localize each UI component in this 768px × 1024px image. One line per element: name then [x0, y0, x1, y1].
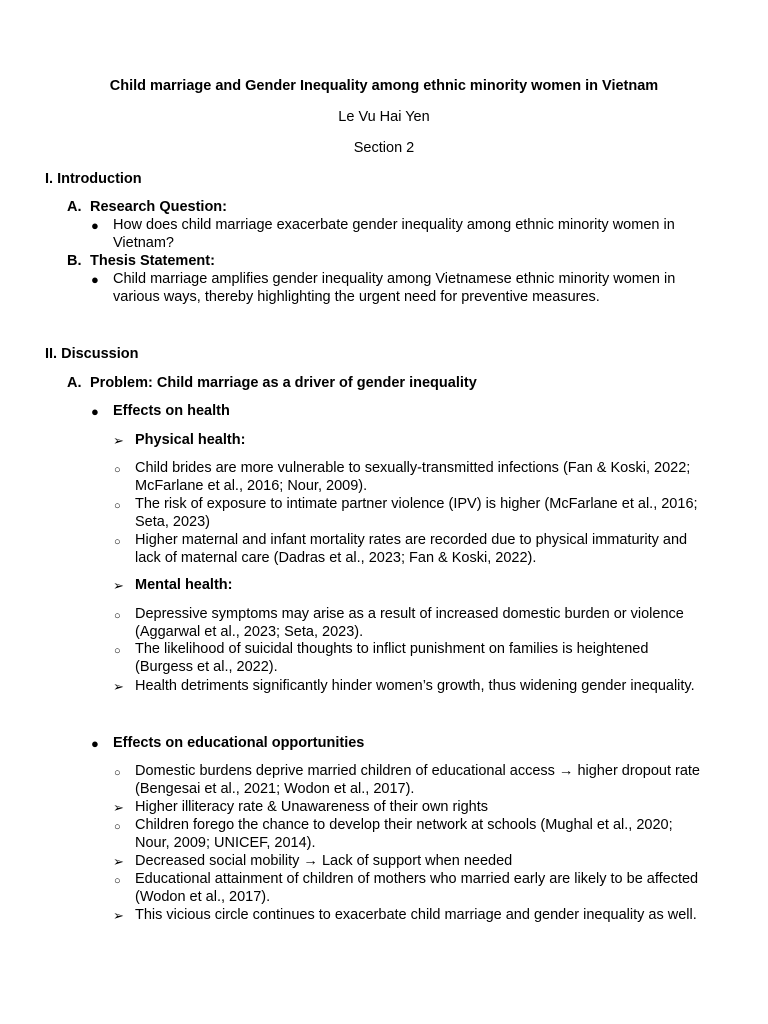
text-line: Depressive symptoms may arise as a result of increased domestic burden or violence: [135, 606, 684, 622]
circle-bullet-icon: ○: [114, 610, 121, 622]
list-item: [135, 459, 690, 495]
text-line: Seta, 2023): [135, 514, 210, 530]
text-line: The likelihood of suicidal thoughts to inflict punishment on families is heightened: [135, 641, 649, 657]
intro-heading: I. Introduction: [45, 171, 142, 187]
list-item: [135, 816, 673, 852]
bullet-dot-icon: ●: [91, 272, 99, 287]
list-item: [135, 906, 697, 924]
mental-health-label: Mental health:: [135, 577, 233, 593]
list-item: [135, 677, 695, 695]
bullet-dot-icon: ●: [91, 404, 99, 419]
text-line: How does child marriage exacerbate gender inequality among ethnic minority women in: [113, 217, 675, 233]
text-line: The risk of exposure to intimate partner violence (IPV) is higher (McFarlane et al., 2016;: [135, 496, 698, 512]
bullet-dot-icon: ●: [91, 218, 99, 233]
text-line: (Bengesai et al., 2021; Wodon et al., 2017).: [135, 781, 415, 797]
list-item: [135, 762, 700, 798]
thesis-statement-text: [113, 270, 675, 306]
text-line: (Wodon et al., 2017).: [135, 889, 271, 905]
text-line: various ways, thereby highlighting the urgent need for preventive measures.: [113, 289, 600, 305]
text-line: Domestic burdens deprive married children of educational access → higher dropout rate: [135, 763, 700, 779]
problem-label: Problem: Child marriage as a driver of gender inequality: [90, 375, 477, 391]
intro-a-marker: A.: [67, 199, 82, 215]
text-line: Higher maternal and infant mortality rates are recorded due to physical immaturity and: [135, 532, 688, 548]
effects-on-health-label: Effects on health: [113, 403, 230, 419]
circle-bullet-icon: ○: [114, 767, 121, 779]
bullet-dot-icon: ●: [91, 736, 99, 751]
text-line: Higher illiteracy rate & Unawareness of their own rights: [135, 799, 488, 815]
list-item: [135, 870, 698, 906]
discussion-heading: II. Discussion: [45, 346, 139, 362]
intro-b-marker: B.: [67, 253, 82, 269]
circle-bullet-icon: ○: [114, 821, 121, 833]
list-item: [135, 852, 512, 870]
text-line: Child brides are more vulnerable to sexually-transmitted infections (Fan & Koski, 2022;: [135, 460, 691, 476]
circle-bullet-icon: ○: [114, 875, 121, 887]
arrowhead-bullet-icon: ➢: [113, 854, 124, 869]
list-item: [135, 531, 687, 567]
arrowhead-bullet-icon: ➢: [113, 908, 124, 923]
circle-bullet-icon: ○: [114, 536, 121, 548]
text-line: Vietnam?: [113, 235, 174, 251]
text-line: Nour, 2009; UNICEF, 2014).: [135, 835, 316, 851]
text-line: This vicious circle continues to exacerbate child marriage and gender inequality as well.: [135, 907, 697, 923]
circle-bullet-icon: ○: [114, 500, 121, 512]
list-item: [135, 495, 698, 531]
discussion-a-marker: A.: [67, 375, 82, 391]
text-line: Educational attainment of children of mothers who married early are likely to be affected: [135, 871, 699, 887]
effects-on-education-label: Effects on educational opportunities: [113, 735, 365, 751]
physical-health-label: Physical health:: [135, 432, 246, 448]
section-label: Section 2: [353, 140, 415, 156]
research-question-label: Research Question:: [90, 199, 227, 215]
thesis-statement-label: Thesis Statement:: [90, 253, 215, 269]
research-question-text: [113, 216, 675, 252]
circle-bullet-icon: ○: [114, 645, 121, 657]
text-line: Decreased social mobility → Lack of support when needed: [135, 853, 513, 869]
arrowhead-bullet-icon: ➢: [113, 433, 124, 448]
list-item: [135, 640, 648, 676]
list-item: [135, 798, 488, 816]
text-line: Child marriage amplifies gender inequality among Vietnamese ethnic minority women in: [113, 271, 676, 287]
arrowhead-bullet-icon: ➢: [113, 578, 124, 593]
arrowhead-bullet-icon: ➢: [113, 800, 124, 815]
document-title: Child marriage and Gender Inequality among ethnic minority women in Vietnam: [109, 78, 659, 94]
text-line: (Burgess et al., 2022).: [135, 659, 278, 675]
text-line: Children forego the chance to develop their network at schools (Mughal et al., 2020;: [135, 817, 673, 833]
text-line: lack of maternal care (Dadras et al., 2023; Fan & Koski, 2022).: [135, 550, 537, 566]
author-name: Le Vu Hai Yen: [338, 109, 430, 125]
text-line: McFarlane et al., 2016; Nour, 2009).: [135, 478, 368, 494]
text-line: (Aggarwal et al., 2023; Seta, 2023).: [135, 624, 364, 640]
list-item: [135, 605, 684, 641]
circle-bullet-icon: ○: [114, 464, 121, 476]
arrowhead-bullet-icon: ➢: [113, 679, 124, 694]
text-line: Health detriments significantly hinder women’s growth, thus widening gender inequality.: [135, 678, 695, 694]
